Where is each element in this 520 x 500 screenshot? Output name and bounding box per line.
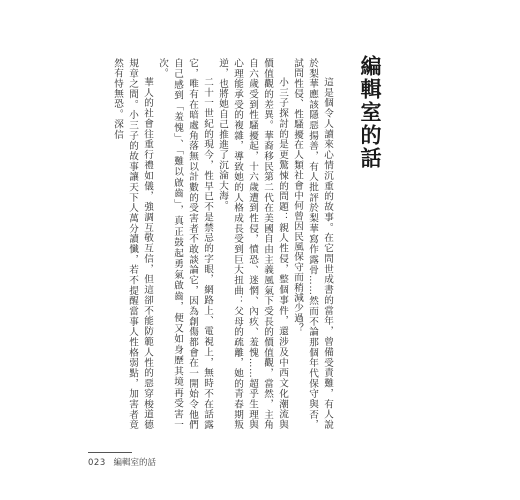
paragraph-text: 二十一世紀的現今，性早已不是禁忌的字眼，網路上、電視上，無時不在話露它，唯有在暗處角落無以計數的受害者不敢談論它，因為創傷都會在一開始令他們自己感到「羞愧」、「難以啟齒」，真正鼓起勇氣啟齒，便又如身歷其境再受害一次。 — [157, 58, 213, 430]
page-heading: 編輯室的話 — [358, 55, 383, 170]
paragraph-text: 小三子探討的是更驚悚的問題：親人性侵，整個事件，還涉及中西文化潮流與價值觀的差異。華裔移民第二代在美國自由主義風氣下受長的價值觀，當然，主角自六歲受到性騷擾起，十六歲遭到性侵，憤恐、迷惘、內疚、羞愧……超乎生理與心理能承受的複雜，導致她的人格成長受到巨大扭曲：父母的疏離，她的青春期叛逆，也將她自己推進了沉淪大海。 — [217, 58, 288, 430]
page-number: 023 — [88, 458, 106, 468]
paragraph — [155, 58, 215, 430]
body-text — [112, 58, 335, 430]
paragraph-text: 華人的社會往重行禮如儀，強調互敬互信，但這卻不能防範人性的惡穿梭道德規章之間。小三子的故事讓天下人萬分讀懺，若不提醒當事人性格弱點，加害者竟然有恃無恐。深信 — [112, 58, 153, 430]
footer-rule — [88, 452, 132, 453]
page-footer — [88, 456, 156, 468]
running-title: 編輯室的話 — [113, 458, 156, 468]
paragraph — [215, 58, 290, 430]
paragraph — [290, 58, 335, 430]
paragraph-text: 這是個令人讀來心情沉重的故事。在它問世成書的當年，曾備受責難，有人說於梨華應該隱惡揚善，有人批評於梨華寫作露骨……然而不論那個年代保守與否，試問性侵、性騷擾在人類社會中何曾因民風保守而稍減少過？ — [292, 58, 333, 430]
paragraph — [110, 58, 155, 430]
